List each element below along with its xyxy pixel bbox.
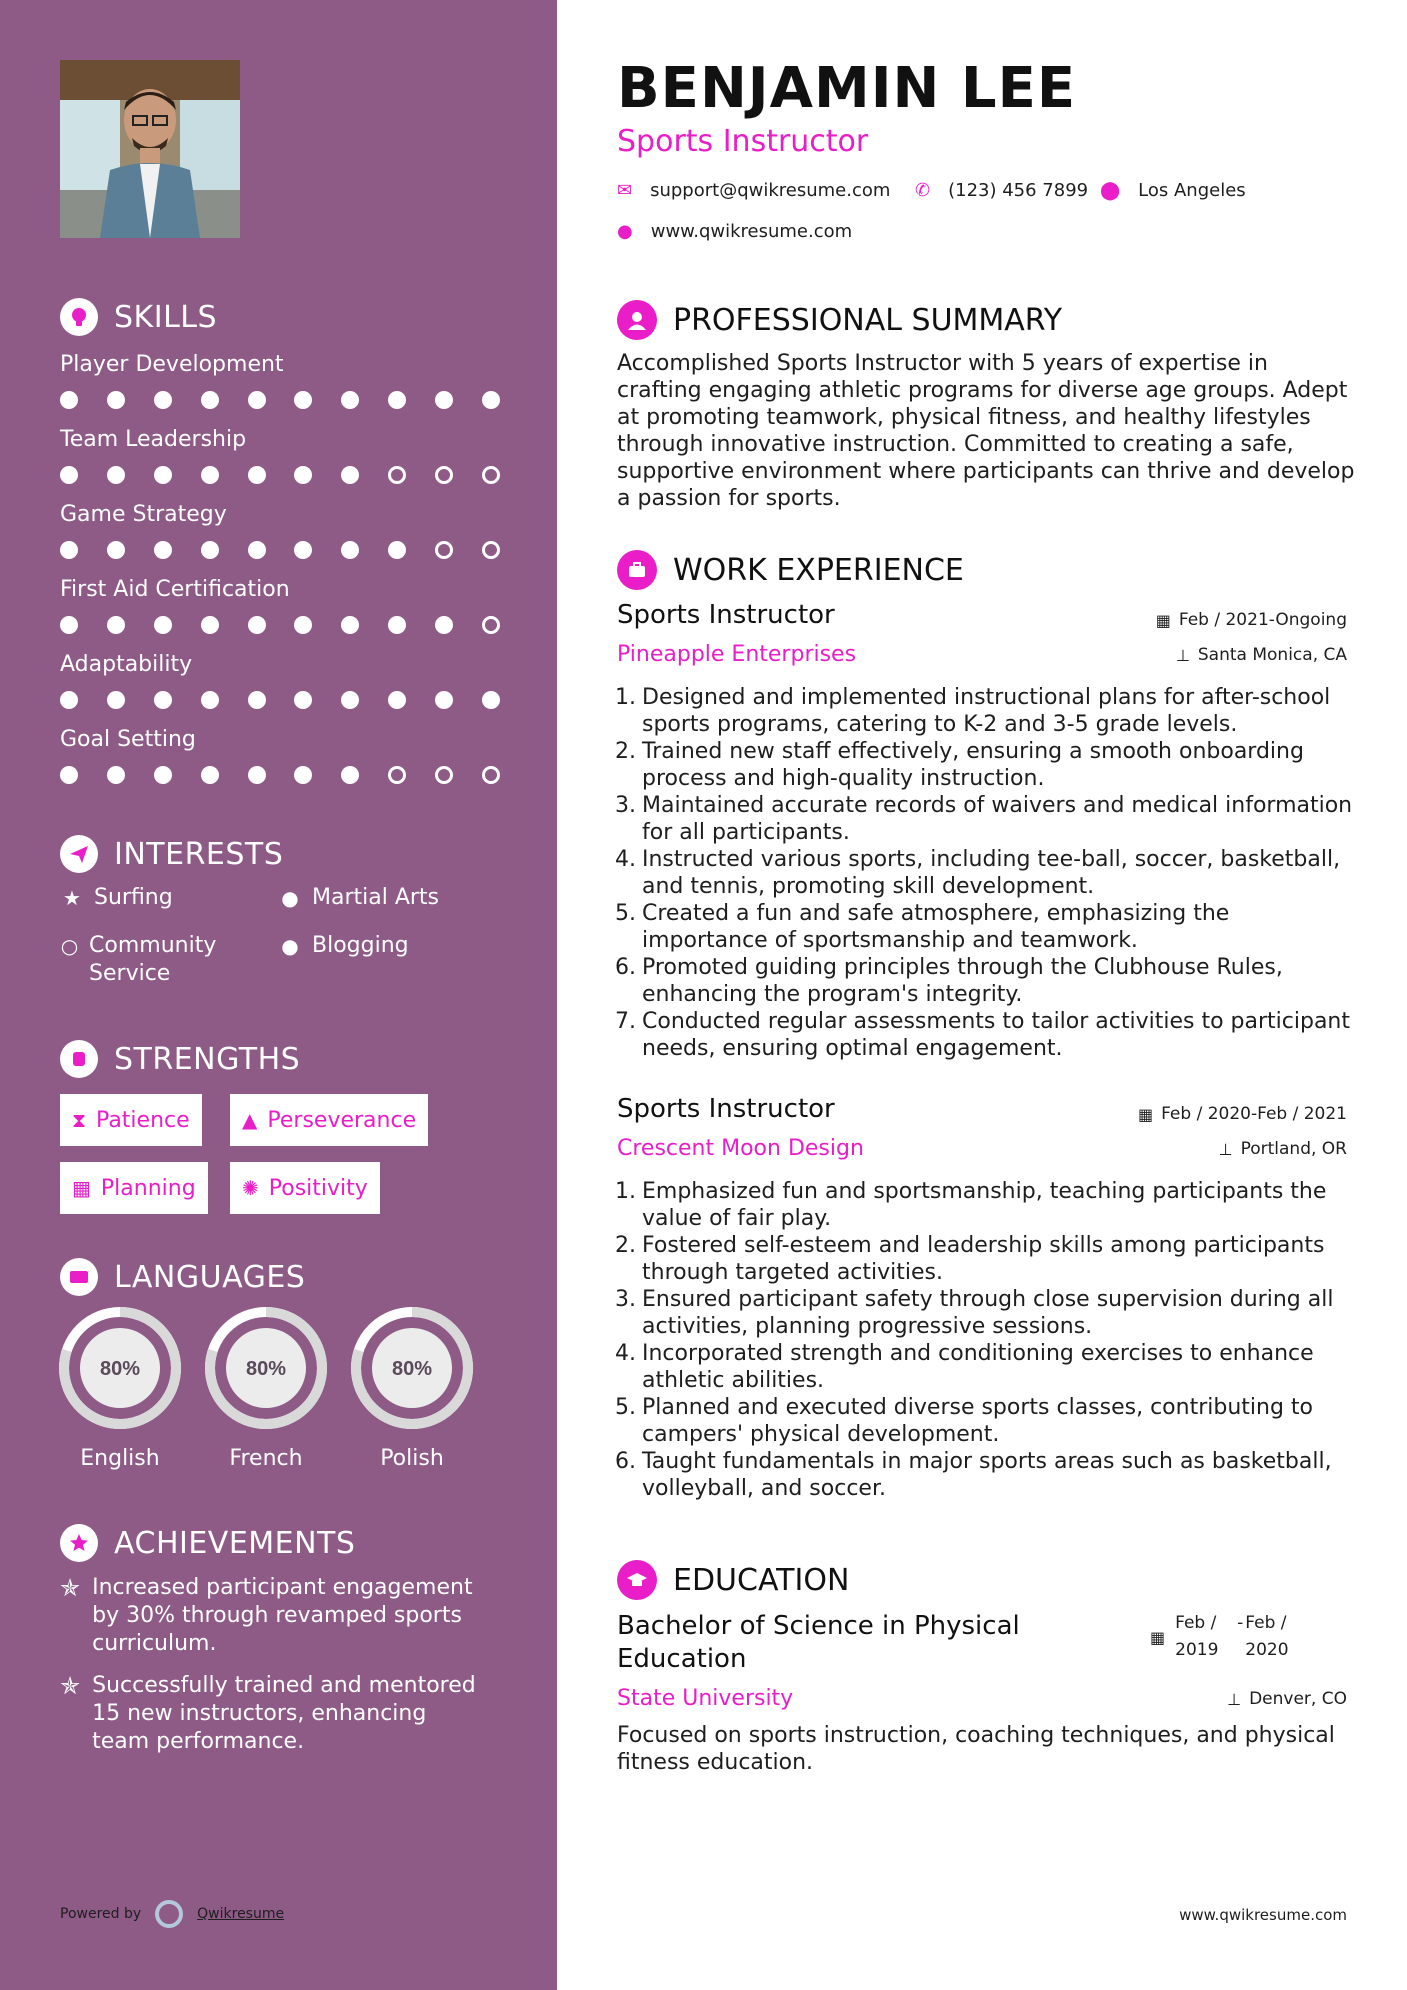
job-bullet: 7. Conducted regular assessments to tailor activities to participant needs, ensuring optimal engagement. [615, 1009, 1350, 1061]
star-icon: ★ [63, 886, 81, 910]
job-dates: ▦ Feb / 2021-Ongoing [1155, 610, 1347, 630]
envelope-icon: ✉ [617, 180, 633, 201]
summary-text: Accomplished Sports Instructor with 5 years of expertise in crafting engaging athletic programs for diverse age groups. Adept at promoting teamwork, physical fitness, and healthy lifestyles through innovative instruction. Committed to creating a safe, supportive environment where participants can thrive and develop a passion for sports. [617, 351, 1355, 511]
rating-dot-filled [60, 616, 78, 634]
rating-dot-filled [248, 466, 266, 484]
rating-dot-filled [201, 691, 219, 709]
interest-item [60, 884, 173, 912]
rating-dot-filled [248, 691, 266, 709]
company-name: Pineapple Enterprises [617, 642, 857, 667]
pushpin-icon: ⊥ [1227, 1689, 1242, 1709]
rating-dot-filled [201, 616, 219, 634]
rating-dot-filled [341, 616, 359, 634]
contact-location: ⬤ Los Angeles [1100, 180, 1246, 201]
strength-chip: ▦ Planning [60, 1162, 208, 1214]
job-bullet: 4. Incorporated strength and conditioning exercises to enhance athletic abilities. [615, 1341, 1314, 1393]
skills-title: SKILLS [114, 299, 218, 335]
id-card-icon [60, 1258, 98, 1296]
rating-dot-filled [482, 391, 500, 409]
rating-dot-filled [154, 466, 172, 484]
rating-dot-empty [388, 466, 406, 484]
rating-dot-empty [435, 466, 453, 484]
education-date-separator: - [1237, 1613, 1244, 1633]
briefcase-icon [617, 550, 657, 590]
interest-label: Community Service [89, 933, 217, 986]
job-title: Sports Instructor [617, 1094, 835, 1124]
rating-dot-filled [341, 766, 359, 784]
skill-rating [60, 541, 500, 559]
rating-dot-filled [435, 391, 453, 409]
rating-dot-filled [201, 391, 219, 409]
pushpin-icon: ⊥ [1218, 1139, 1233, 1159]
rating-dot-filled [294, 541, 312, 559]
job-bullet: 1. Emphasized fun and sportsmanship, teaching participants the value of fair play. [615, 1179, 1327, 1231]
rating-dot-filled [388, 616, 406, 634]
job-bullets [612, 1178, 1357, 1502]
rating-dot-empty [482, 466, 500, 484]
rating-dot-filled [294, 466, 312, 484]
rating-dot-filled [248, 616, 266, 634]
job-bullet: 5. Planned and executed diverse sports classes, contributing to campers' physical development. [615, 1395, 1313, 1447]
rating-dot-filled [107, 541, 125, 559]
rating-dot-filled [435, 691, 453, 709]
language-item [58, 1306, 182, 1471]
rating-dot-empty [482, 766, 500, 784]
strength-chip: ▲ Perseverance [230, 1094, 428, 1146]
strengths-heading [60, 1040, 300, 1078]
rating-dot-filled [107, 616, 125, 634]
rating-dot-filled [154, 691, 172, 709]
language-label: French [229, 1446, 303, 1471]
interest-item [60, 932, 260, 988]
job-bullets [612, 684, 1357, 1062]
rating-dot-filled [482, 691, 500, 709]
language-percent: 80% [245, 1358, 287, 1380]
rating-dot-empty [482, 616, 500, 634]
skill-rating [60, 616, 500, 634]
job-bullet: 6. Promoted guiding principles through the Clubhouse Rules, enhancing the program's integrity. [615, 955, 1283, 1007]
job-bullet: 6. Taught fundamentals in major sports areas such as basketball, volleyball, and soccer. [615, 1449, 1332, 1501]
interests-heading [60, 835, 283, 873]
experience-title: WORK EXPERIENCE [673, 552, 964, 588]
graduation-cap-icon [617, 1560, 657, 1600]
candidate-name: BENJAMIN LEE [617, 56, 1077, 121]
language-gauge [58, 1306, 182, 1430]
rating-dot-filled [60, 466, 78, 484]
rating-dot-filled [388, 391, 406, 409]
strength-chip: ✺ Positivity [230, 1162, 380, 1214]
language-percent: 80% [99, 1358, 141, 1380]
job-bullet: 2. Trained new staff effectively, ensuring a smooth onboarding process and high-quality instruction. [615, 739, 1304, 791]
job-bullet: 4. Instructed various sports, including tee-ball, soccer, basketball, and tennis, promoting skill development. [615, 847, 1341, 899]
education-end: Feb / 2020 [1245, 1613, 1289, 1660]
experience-heading [617, 550, 964, 590]
contact-website[interactable]: ● www.qwikresume.com [617, 221, 853, 242]
achievements-heading [60, 1524, 355, 1562]
rating-dot-filled [341, 391, 359, 409]
skill-label: Player Development [60, 352, 284, 377]
job-bullet: 1. Designed and implemented instructional plans for after-school sports programs, catering to K-2 and 3-5 grade levels. [615, 685, 1331, 737]
job-location: ⊥ Santa Monica, CA [1175, 645, 1347, 665]
interest-label: Blogging [312, 933, 409, 958]
interest-item [278, 884, 439, 912]
language-gauge [350, 1306, 474, 1430]
interest-label: Martial Arts [312, 885, 440, 910]
pushpin-icon: ⊥ [1175, 645, 1190, 665]
skill-label: Game Strategy [60, 502, 227, 527]
rating-dot-filled [201, 541, 219, 559]
interest-label: Surfing [94, 885, 173, 910]
sun-icon: ✺ [242, 1176, 259, 1200]
powered-by-label: Powered by [60, 1906, 142, 1922]
hand-icon: ○ [60, 934, 79, 958]
rating-dot-filled [201, 466, 219, 484]
rating-dot-filled [107, 391, 125, 409]
job-location: ⊥ Portland, OR [1218, 1139, 1347, 1159]
skill-rating [60, 691, 500, 709]
calendar-icon: ▦ [1155, 610, 1171, 630]
education-title: EDUCATION [673, 1562, 850, 1598]
strengths-title: STRENGTHS [114, 1041, 301, 1077]
rating-dot-filled [60, 691, 78, 709]
trophy-star-icon: ✯ [60, 1574, 81, 1602]
rating-dot-filled [154, 766, 172, 784]
road-icon: ▲ [242, 1108, 258, 1132]
skill-label: First Aid Certification [60, 577, 290, 602]
achievement-item [60, 1574, 480, 1658]
rating-dot-filled [341, 541, 359, 559]
candidate-title: Sports Instructor [617, 124, 869, 159]
rating-dot-filled [248, 391, 266, 409]
rating-dot-empty [388, 766, 406, 784]
achievement-text: Increased participant engagement by 30% through revamped sports curriculum. [92, 1575, 473, 1656]
fist-icon [60, 1040, 98, 1078]
achievements-title: ACHIEVEMENTS [114, 1525, 356, 1561]
job-bullet: 5. Created a fun and safe atmosphere, emphasizing the importance of sportsmanship and teamwork. [615, 901, 1230, 953]
rating-dot-filled [60, 766, 78, 784]
rating-dot-filled [294, 391, 312, 409]
rating-dot-filled [60, 541, 78, 559]
rating-dot-empty [482, 541, 500, 559]
job-bullet: 3. Maintained accurate records of waivers and medical information for all participants. [615, 793, 1353, 845]
rating-dot-filled [107, 466, 125, 484]
qwikresume-link[interactable]: Qwikresume [197, 1906, 285, 1922]
school-location: ⊥ Denver, CO [1227, 1689, 1347, 1709]
paper-plane-icon [60, 835, 98, 873]
rating-dot-empty [435, 766, 453, 784]
powered-by [60, 1900, 284, 1928]
company-name: Crescent Moon Design [617, 1136, 864, 1161]
calendar-icon: ▦ [72, 1176, 91, 1200]
phone-icon: ✆ [915, 180, 931, 201]
interests-title: INTERESTS [114, 836, 284, 872]
rating-dot-filled [341, 466, 359, 484]
qwikresume-logo-icon [155, 1900, 183, 1928]
language-label: Polish [380, 1446, 444, 1471]
rating-dot-filled [107, 691, 125, 709]
job-bullet: 3. Ensured participant safety through close supervision during all activities, planning progressive sessions. [615, 1287, 1334, 1339]
achievement-text: Successfully trained and mentored 15 new instructors, enhancing team performance. [92, 1673, 476, 1754]
language-gauge [204, 1306, 328, 1430]
language-item [350, 1306, 474, 1471]
user-icon [617, 300, 657, 340]
footer-website[interactable]: www.qwikresume.com [1179, 1906, 1347, 1924]
rating-dot-filled [341, 691, 359, 709]
languages-heading [60, 1258, 305, 1296]
rating-dot-filled [248, 541, 266, 559]
rating-dot-filled [388, 541, 406, 559]
rating-dot-filled [154, 616, 172, 634]
school-name: State University [617, 1686, 794, 1711]
skill-rating [60, 466, 500, 484]
calendar-icon: ▦ [1137, 1104, 1154, 1124]
lightbulb-icon [60, 298, 98, 336]
calendar-icon: ▦ [1150, 1628, 1166, 1647]
sidebar [0, 0, 557, 1990]
rating-dot-filled [154, 391, 172, 409]
degree-name: Bachelor of Science in Physical Education [617, 1611, 1020, 1674]
education-start: Feb / 2019 [1175, 1613, 1219, 1660]
skill-label: Goal Setting [60, 727, 196, 752]
skill-rating [60, 391, 500, 409]
summary-heading [617, 300, 1062, 340]
rating-dot-filled [294, 616, 312, 634]
skill-label: Adaptability [60, 652, 193, 677]
language-label: English [80, 1446, 160, 1471]
users-icon: ● [281, 934, 299, 958]
map-pin-icon: ⬤ [1100, 180, 1121, 201]
achievement-item [60, 1672, 480, 1756]
rating-dot-filled [201, 766, 219, 784]
rating-dot-filled [294, 691, 312, 709]
skill-rating [60, 766, 500, 784]
interest-item [278, 932, 409, 960]
job-dates: ▦ Feb / 2020-Feb / 2021 [1137, 1104, 1347, 1124]
rating-dot-filled [435, 616, 453, 634]
globe-icon: ● [281, 886, 299, 910]
profile-photo [60, 60, 240, 238]
rating-dot-filled [107, 766, 125, 784]
education-dates [1150, 1610, 1305, 1664]
contact-phone: ✆ (123) 456 7899 [915, 180, 1089, 201]
star-badge-icon [60, 1524, 98, 1562]
skill-label: Team Leadership [60, 427, 247, 452]
language-item [204, 1306, 328, 1471]
language-percent: 80% [391, 1358, 433, 1380]
contact-email[interactable]: ✉ support@qwikresume.com [617, 180, 891, 201]
rating-dot-filled [388, 691, 406, 709]
hourglass-icon: ⧗ [72, 1108, 87, 1132]
education-heading [617, 1560, 849, 1600]
rating-dot-filled [294, 766, 312, 784]
rating-dot-empty [435, 541, 453, 559]
strength-chip: ⧗ Patience [60, 1094, 202, 1146]
job-title: Sports Instructor [617, 600, 835, 630]
languages-title: LANGUAGES [114, 1259, 306, 1295]
globe-icon: ● [617, 221, 633, 242]
rating-dot-filled [154, 541, 172, 559]
summary-title: PROFESSIONAL SUMMARY [673, 302, 1063, 338]
job-bullet: 2. Fostered self-esteem and leadership skills among participants through targeted activities. [615, 1233, 1325, 1285]
rating-dot-filled [60, 391, 78, 409]
skills-heading [60, 298, 217, 336]
education-description: Focused on sports instruction, coaching techniques, and physical fitness education. [617, 1723, 1335, 1775]
rating-dot-filled [248, 766, 266, 784]
trophy-star-icon: ✯ [60, 1672, 81, 1700]
